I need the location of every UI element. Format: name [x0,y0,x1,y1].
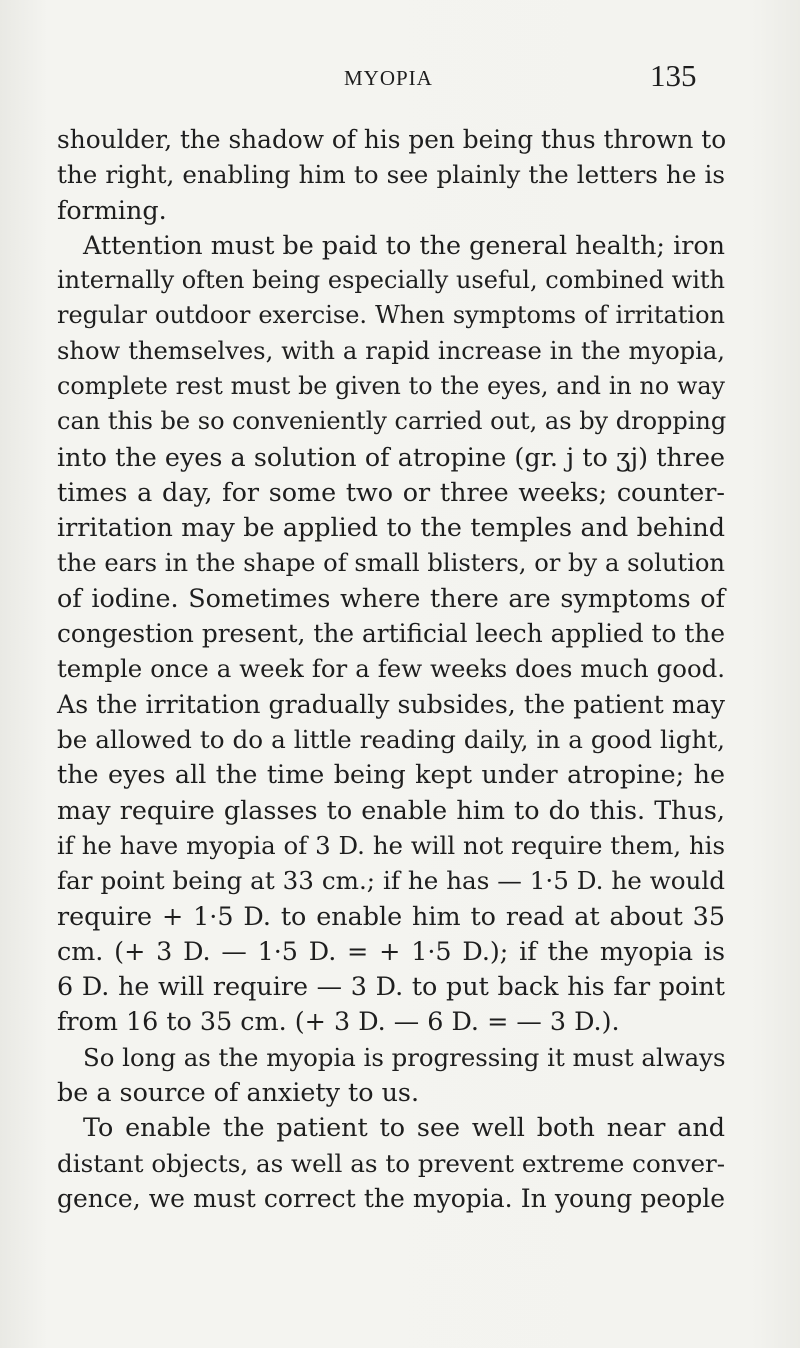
text-line: be allowed to do a little reading daily, in a good light, [57,725,725,755]
text-line: 6 D. he will require — 3 D. to put back his far point [57,971,725,1002]
text-line: times a day, for some two or three weeks; counter- [57,476,725,507]
page-number: 135 [650,58,697,93]
text-line: be a source of anxiety to us. [57,1077,420,1108]
text-line: require + 1·5 D. to enable him to read at about 35 [57,900,725,931]
text-line: gence, we must correct the myopia. In young people [57,1183,725,1213]
text-line: internally often being especially useful, combined with [57,266,725,295]
text-line: show themselves, with a rapid increase in the myopia, [57,336,725,365]
text-line: far point being at 33 cm.; if he has — 1·5 D. he would [57,866,725,896]
text-line: the right, enabling him to see plainly the letters he is [57,160,725,190]
running-title: MYOPIA [344,66,433,90]
text-line: from 16 to 35 cm. (+ 3 D. — 6 D. = — 3 D.). [57,1006,620,1037]
running-head [0,58,800,102]
text-line: the ears in the shape of small blisters, or by a solution [57,548,725,577]
text-line: congestion present, the artificial leech applied to the [57,619,725,649]
text-line: distant objects, as well as to prevent extreme conver- [57,1148,726,1178]
text-line: temple once a week for a few weeks does much good. [57,654,725,684]
text-line: So long as the myopia is progressing it must always [83,1042,726,1072]
text-line: shoulder, the shadow of his pen being thus thrown to [57,125,727,154]
text-line: complete rest must be given to the eyes, and in no way [57,372,725,401]
text-line: To enable the patient to see well both near and [83,1112,725,1143]
text-line: As the irritation gradually subsides, the patient may [57,689,725,719]
text-line: cm. (+ 3 D. — 1·5 D. = + 1·5 D.); if the myopia is [57,935,725,966]
body-text [57,122,725,1216]
text-line: the eyes all the time being kept under atropine; he [57,759,725,790]
text-line: forming. [57,194,167,225]
text-line: may require glasses to enable him to do this. Thus, [57,794,725,825]
text-line: regular outdoor exercise. When symptoms of irritation [57,301,725,330]
text-line: irritation may be applied to the temples and behind [57,512,725,543]
text-line: can this be so conveniently carried out, as by dropping [57,407,727,436]
text-line: if he have myopia of 3 D. he will not require them, his [57,830,725,860]
text-line: of iodine. Sometimes where there are symptoms of [57,582,725,613]
text-line: Attention must be paid to the general health; iron [83,229,725,260]
text-line: into the eyes a solution of atropine (gr. j to ʒj) three [57,441,725,472]
